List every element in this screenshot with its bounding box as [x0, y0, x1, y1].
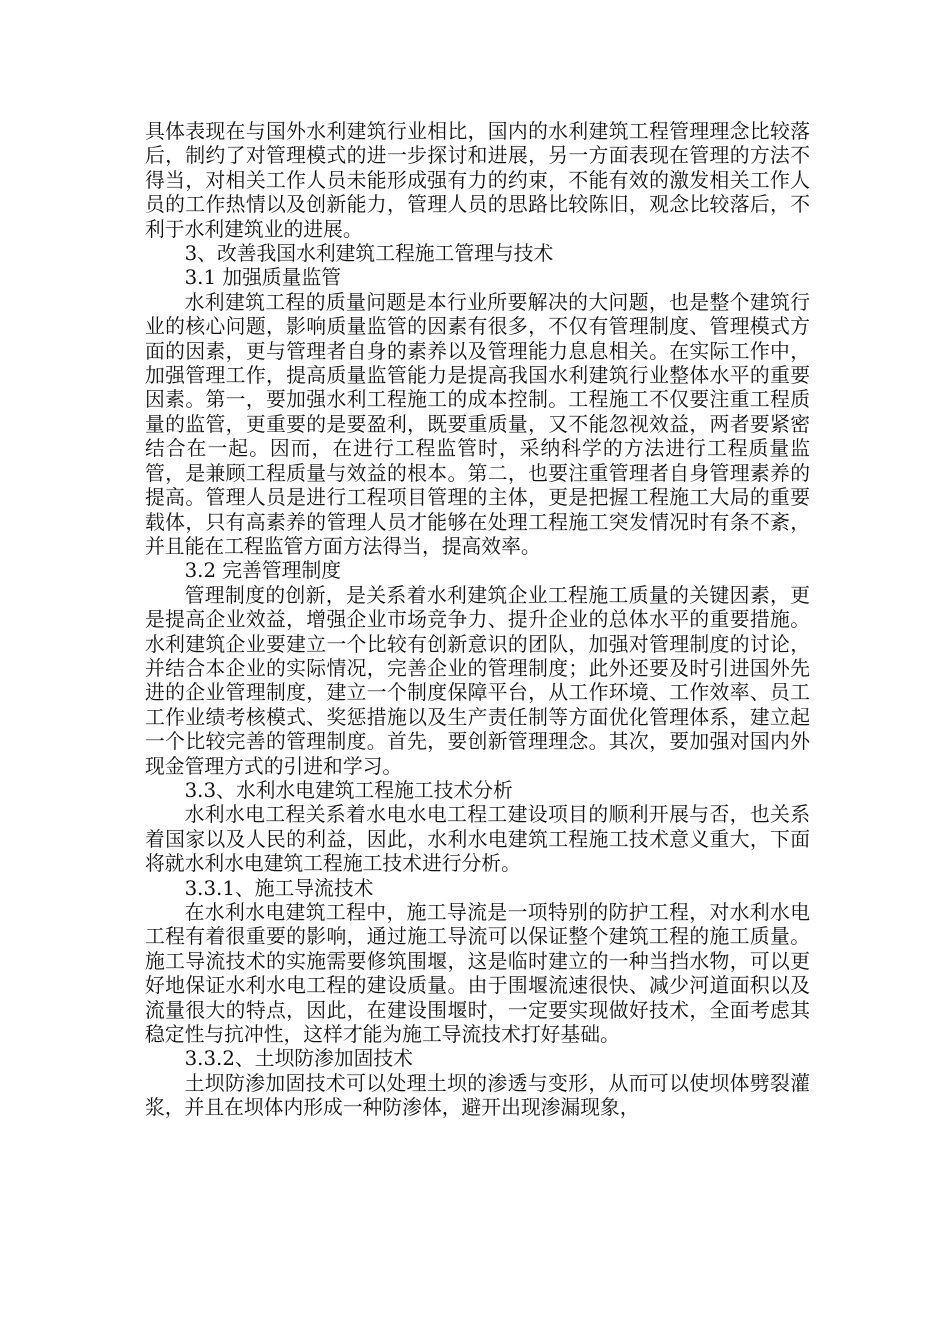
- paragraph-quality-supervision: 水利建筑工程的质量问题是本行业所要解决的大问题，也是整个建筑行业的核心问题，影响质量监管的因素有很多，不仅有管理制度、管理模式方面的因素，更与管理者自身的素养以及管理能力息息相关。在实际工作中，加强管理工作，提高质量监管能力是提高我国水利建筑行业整体水平的重要因素。第一，要加强水利工程施工的成本控制。工程施工不仅要注重工程质量的监管，更重要的是要盈利，既要重质量，又不能忽视效益，两者要紧密结合在一起。因而，在进行工程监管时，采纳科学的方法进行工程质量监管，是兼顾工程质量与效益的根本。第二，也要注重管理者自身管理素养的提高。管理人员是进行工程项目管理的主体，更是把握工程施工大局的重要载体，只有高素养的管理人员才能够在处理工程施工突发情况时有条不紊，并且能在工程监管方面方法得当，提高效率。: [145, 290, 810, 558]
- document-body: [145, 120, 810, 1121]
- paragraph-intro: 具体表现在与国外水利建筑行业相比，国内的水利建筑工程管理理念比较落后，制约了对管理模式的进一步探讨和进展，另一方面表现在管理的方法不得当，对相关工作人员未能形成强有力的约束，不能有效的激发相关工作人员的工作热情以及创新能力，管理人员的思路比较陈旧，观念比较落后，不利于水利建筑业的进展。: [145, 120, 810, 241]
- section-heading-3-1: 3.1 加强质量监管: [184, 266, 342, 290]
- paragraph-management-system: 管理制度的创新，是关系着水利建筑企业工程施工质量的关键因素，更是提高企业效益，增强企业市场竞争力、提升企业的总体水平的重要措施。水利建筑企业要建立一个比较有创新意识的团队，加强对管理制度的讨论，并结合本企业的实际情况，完善企业的管理制度；此外还要及时引进国外先进的企业管理制度，建立一个制度保障平台，从工作环境、工作效率、员工工作业绩考核模式、奖惩措施以及生产责任制等方面优化管理体系，建立起一个比较完善的管理制度。首先，要创新管理理念。其次，要加强对国内外现金管理方式的引进和学习。: [145, 583, 810, 778]
- section-heading-3-2: 3.2 完善管理制度: [184, 559, 342, 583]
- section-heading-3: 3、改善我国水利建筑工程施工管理与技术: [184, 242, 554, 266]
- paragraph-seepage-control: 土坝防渗加固技术可以处理土坝的渗透与变形，从而可以使坝体劈裂灌浆，并且在坝体内形成一种防渗体，避开出现渗漏现象，: [145, 1071, 810, 1120]
- paragraph-technique-analysis: 水利水电工程关系着水电水电工程工建设项目的顺利开展与否，也关系着国家以及人民的利益，因此，水利水电建筑工程施工技术意义重大，下面将就水利水电建筑工程施工技术进行分析。: [145, 803, 810, 876]
- section-heading-3-3-2: 3.3.2、土坝防渗加固技术: [184, 1047, 413, 1071]
- paragraph-diversion: 在水利水电建筑工程中，施工导流是一项特别的防护工程，对水利水电工程有着很重要的影响，通过施工导流可以保证整个建筑工程的施工质量。施工导流技术的实施需要修筑围堰，这是临时建立的一种当挡水物，可以更好地保证水利水电工程的建设质量。由于围堰流速很快、减少河道面积以及流量很大的特点，因此，在建设围堰时，一定要实现做好技术，全面考虑其稳定性与抗冲性，这样才能为施工导流技术打好基础。: [145, 901, 810, 1047]
- section-heading-3-3-1: 3.3.1、施工导流技术: [184, 876, 374, 900]
- section-heading-3-3: 3.3、水利水电建筑工程施工技术分析: [184, 778, 513, 802]
